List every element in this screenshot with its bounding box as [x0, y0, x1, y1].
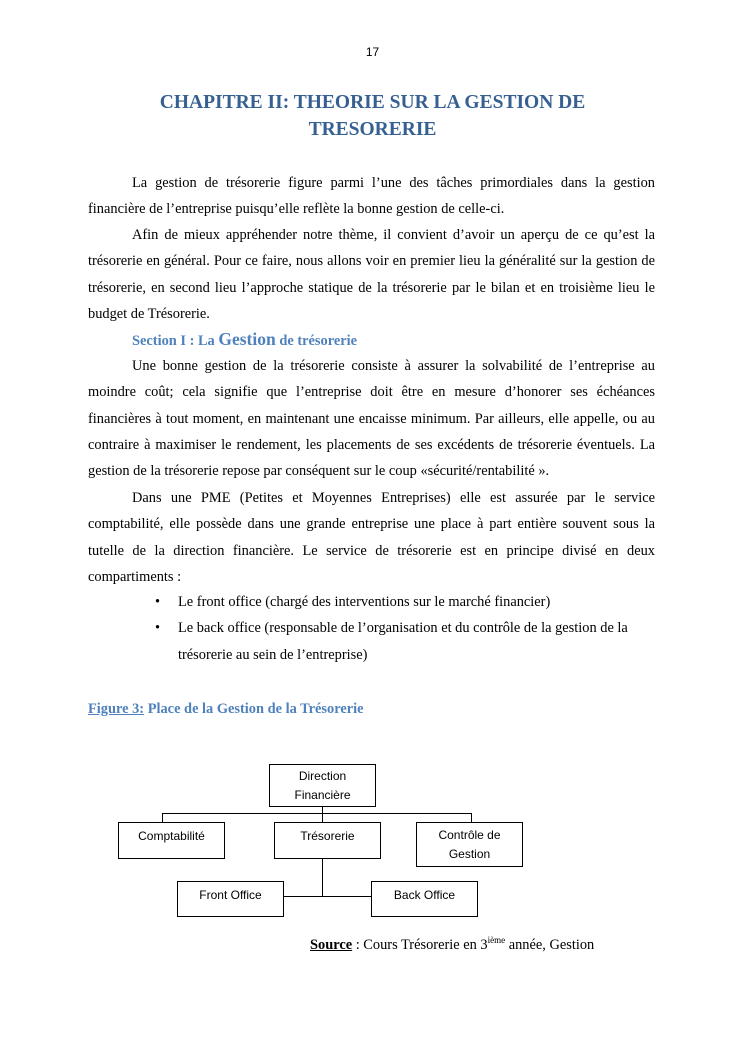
section-paragraph-2: Dans une PME (Petites et Moyennes Entreprises) elle est assurée par le service comptabilité, elle possède dans une grande entreprise une place à part entière souvent sous la tutelle de la direction financière. Le service de trésorerie est en principe divisé en deux compartiments : — [88, 490, 655, 585]
source-superscript: ième — [487, 935, 506, 945]
section-heading-prefix: Section I : La — [132, 333, 215, 349]
org-box-text: Comptabilité — [138, 829, 205, 843]
intro-paragraph-2: Afin de mieux appréhender notre thème, il convient d’avoir un aperçu de ce qu’est la trésorerie en général. Pour ce faire, nous allons voir en premier lieu la généralité sur la gestion de trésorerie, en second lieu l’approche statique de la trésorerie par le bilan et en troisième lieu le budget de Trésorerie. — [88, 227, 655, 322]
figure-caption — [88, 701, 364, 718]
figure-source — [310, 935, 594, 954]
org-box-tresorerie — [274, 822, 381, 859]
bullet-list — [88, 589, 655, 668]
org-box-text: Gestion — [448, 847, 491, 861]
org-box-text: Financière — [294, 788, 351, 802]
org-box-text: Contrôle de — [438, 828, 501, 842]
org-box-back-office — [371, 881, 478, 917]
bullet-icon: • — [155, 594, 161, 610]
org-box-text: Trésorerie — [300, 829, 355, 843]
figure-label: Figure 3: — [88, 701, 145, 717]
source-label: Source — [310, 936, 353, 953]
list-item — [88, 589, 655, 615]
page-number: 17 — [365, 45, 380, 59]
bullet-icon: • — [155, 620, 161, 637]
figure-title: Place de la Gestion de la Trésorerie — [147, 701, 364, 717]
org-box-front-office — [177, 881, 284, 917]
connector-tresorerie-down — [322, 858, 323, 896]
source-text: : Cours Trésorerie en 3 — [352, 936, 488, 953]
list-item-text: Le back office (responsable de l’organisation et du contrôle de la gestion de la trésorerie au sein de l’entreprise) — [178, 620, 628, 663]
intro-paragraph-1: La gestion de trésorerie figure parmi l’une des tâches primordiales dans la gestion financière de l’entreprise puisqu’elle reflète la bonne gestion de celle-ci. — [88, 175, 655, 218]
chapter-title: CHAPITRE II: THEORIE SUR LA GESTION DE TRESORERIE — [159, 92, 586, 140]
org-box-text: Direction — [298, 769, 347, 783]
org-box-comptabilite — [118, 822, 225, 859]
section-heading — [132, 326, 357, 354]
org-box-controle-de-gestion — [416, 822, 523, 867]
source-text-end: année, Gestion — [505, 936, 595, 953]
connector-horizontal-top — [162, 813, 472, 814]
section-heading-emphasis: Gestion — [218, 329, 276, 349]
section-paragraph-1: Une bonne gestion de la trésorerie consiste à assurer la solvabilité de l’entreprise au moindre coût; cela signifie que l’entreprise doit être en mesure d’honorer ses échéances financières à tout moment, en maintenant une encaisse minimum. Par ailleurs, elle appelle, ou au contraire à maximiser le rendement, les placements de ses excédents de trésorerie éventuels. La gestion de la trésorerie repose par conséquent sur le coup «sécurité/rentabilité ». — [88, 358, 655, 480]
connector-offices — [283, 896, 372, 897]
list-item — [88, 615, 655, 668]
org-box-direction-financiere — [269, 764, 376, 807]
org-box-text: Front Office — [199, 888, 262, 902]
list-item-text: Le front office (chargé des interventions sur le marché financier) — [178, 594, 551, 610]
org-box-text: Back Office — [393, 888, 456, 902]
section-heading-suffix: de trésorerie — [279, 333, 357, 349]
